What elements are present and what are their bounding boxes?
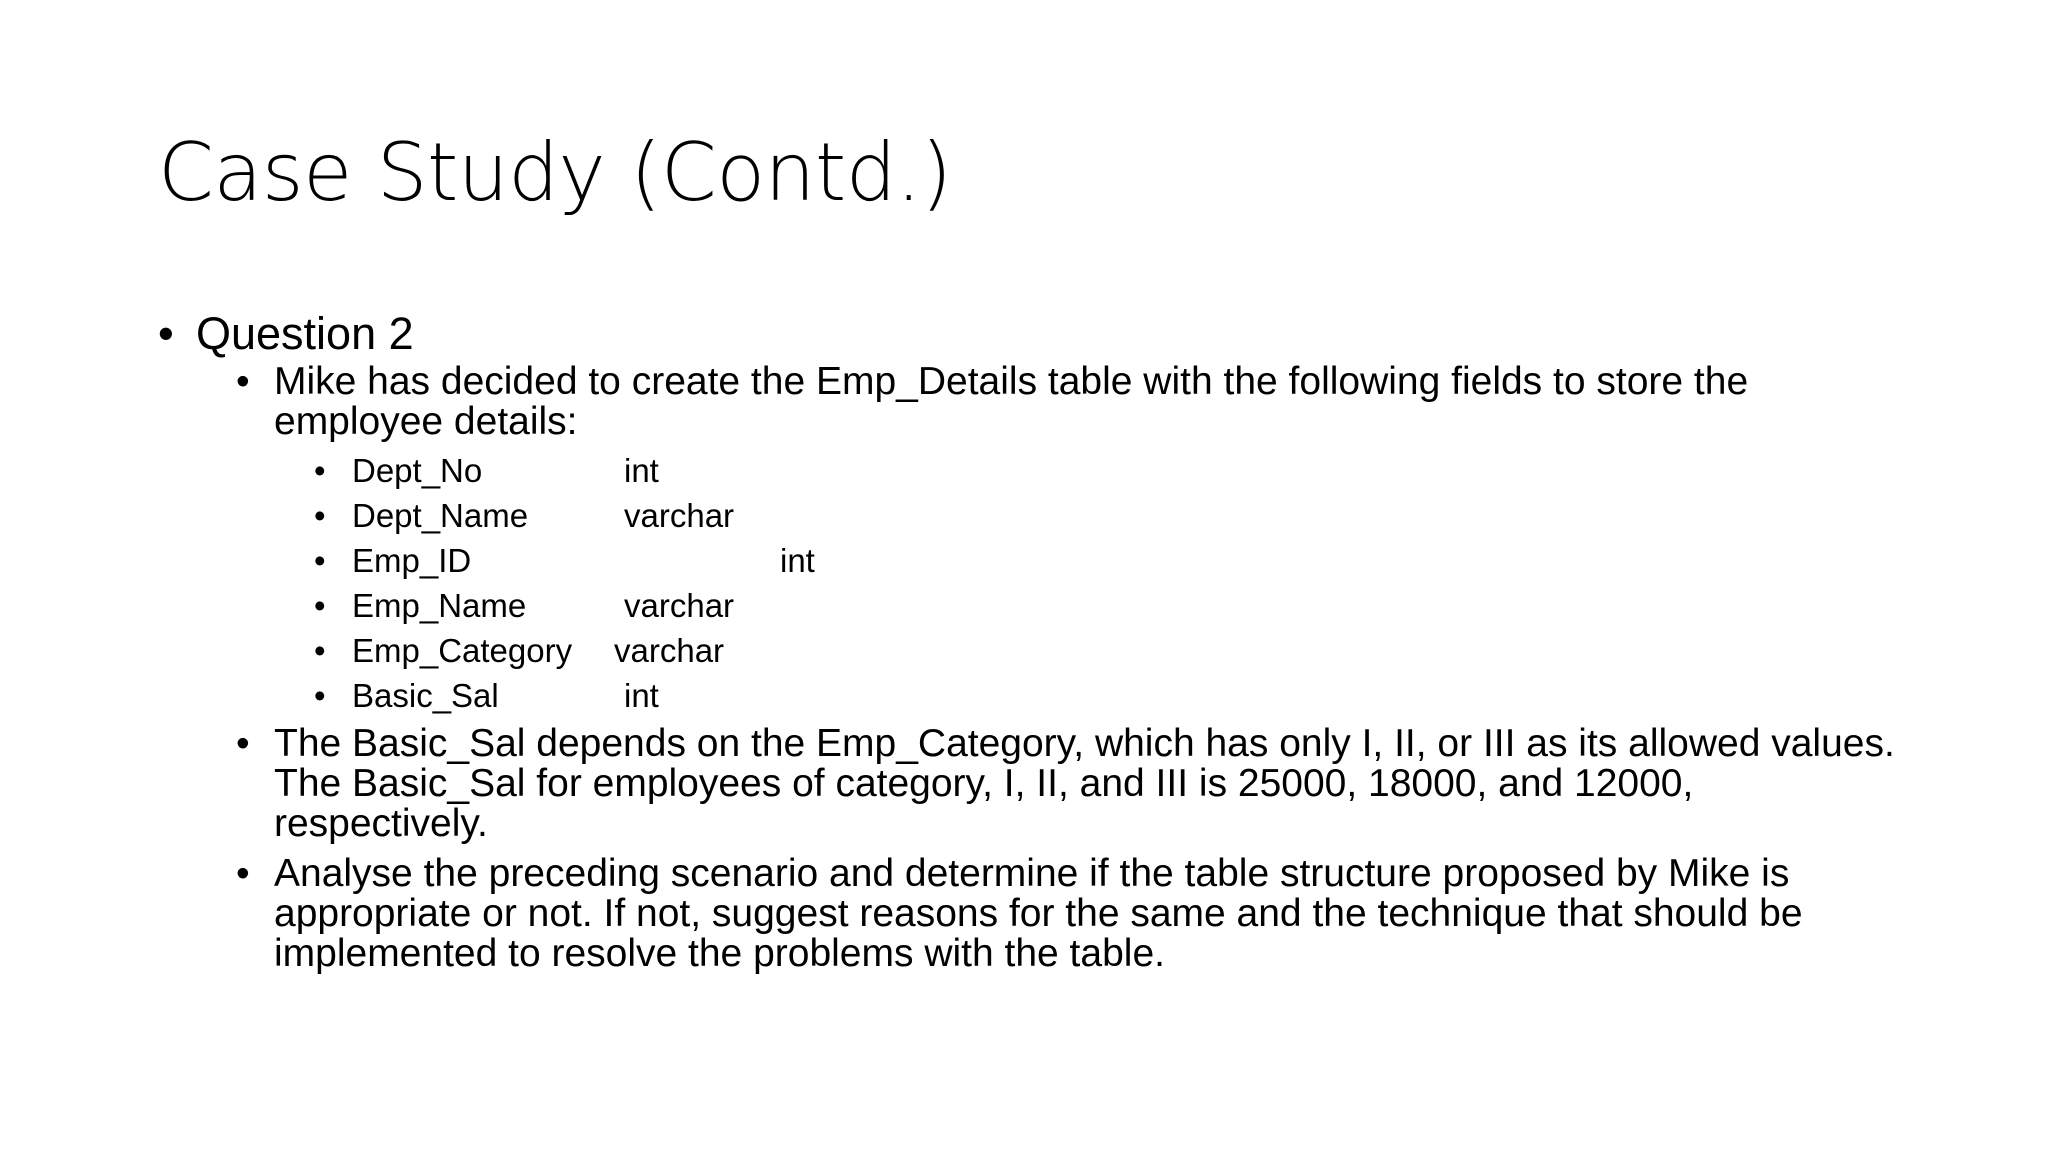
field-list [158,448,1908,718]
intro-text: Mike has decided to create the Emp_Details table with the following fields to store the employee details: [274,360,1749,443]
question-bullet [158,306,1908,362]
field-name: Dept_Name [352,497,529,534]
field-item [314,448,1908,493]
analysis-text: Analyse the preceding scenario and determine if the table structure proposed by Mike is appropriate or not. If not, suggest reasons for the same and the technique that should be implemented to resolve the problems with the table. [274,852,1803,975]
analysis-bullet [236,852,1904,975]
field-item [314,583,1908,628]
field-type: varchar [624,587,735,624]
field-item [314,493,1908,538]
bullet-dot: • [314,542,326,579]
field-item [314,673,1908,718]
bullet-dot: • [236,852,250,895]
field-name: Dept_No [352,452,483,489]
field-type: varchar [624,497,735,534]
field-name: Emp_Category [352,632,573,669]
question-label: Question 2 [196,308,414,359]
bullet-dot: • [314,677,326,714]
field-name: Emp_Name [352,587,527,624]
intro-bullet [236,360,1904,443]
field-name: Basic_Sal [352,677,499,714]
bullet-dot: • [158,308,174,359]
bullet-dot: • [314,632,326,669]
field-name: Emp_ID [352,542,472,579]
salary-rule-text: The Basic_Sal depends on the Emp_Category, which has only I, II, or III as its allowed values. The Basic_Sal for employees of category, I, II, and III is 25000, 18000, and 12000, respectively. [274,722,1895,845]
field-type: int [624,677,659,714]
bullet-dot: • [236,722,250,765]
field-item [314,628,1908,673]
bullet-dot: • [236,360,250,403]
bullet-dot: • [314,587,326,624]
slide-title: Case Study (Contd.) [158,126,952,219]
field-type: int [624,452,659,489]
bullet-dot: • [314,497,326,534]
bullet-dot: • [314,452,326,489]
field-item [314,538,1908,583]
field-type: int [780,542,815,579]
salary-rule-bullet [236,722,1904,845]
slide-content [158,306,1908,974]
field-type: varchar [614,632,725,669]
